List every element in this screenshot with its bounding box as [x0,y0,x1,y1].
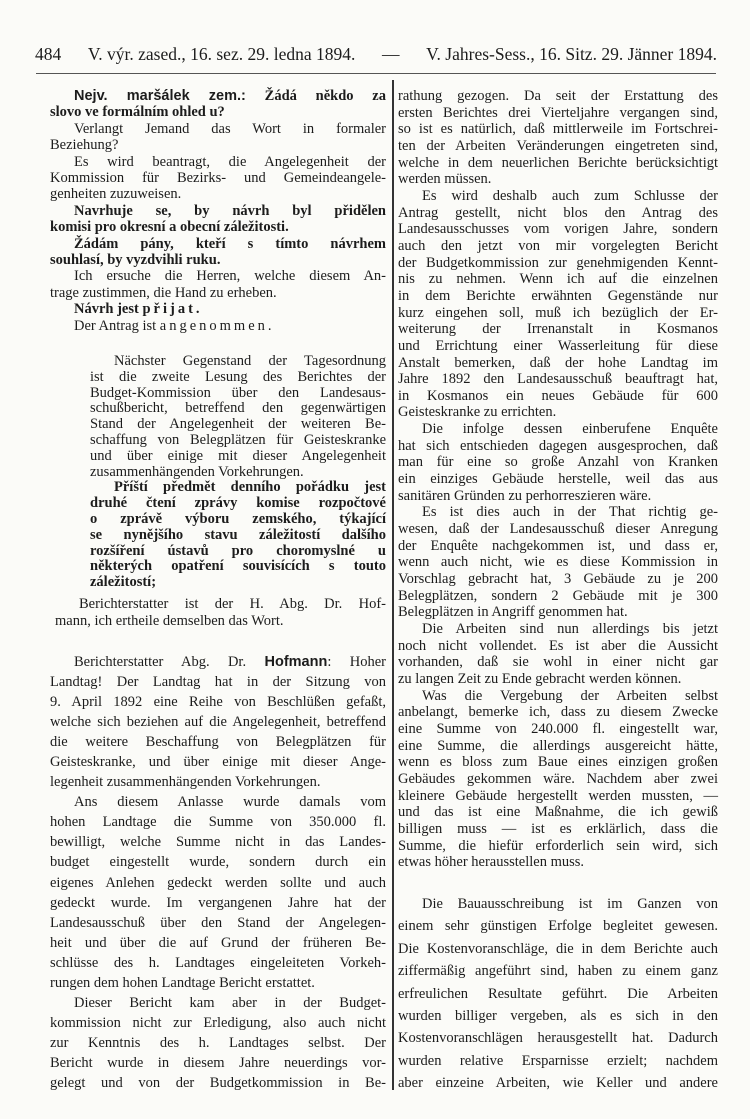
text-line: noch nicht vollendet. Es ist aber die Aussicht [398,637,718,654]
text-segment: Návrh jest [74,301,143,318]
text-line: se nynějšího stavu záležitostí dalšího [90,526,386,543]
text-line: Beziehung? [50,137,119,154]
text-line: rozšíření ústavů pro choromyslné u [90,542,386,559]
header-czech-session: V. výr. zased., 16. sez. 29. ledna 1894. [87,44,356,64]
text-segment: . [267,317,272,334]
text-line: und Errichtung einer Wasserleitung für diese [398,337,718,354]
paragraph [50,88,386,121]
text-line: man für eine so große Anzahl von Kranken [398,454,718,471]
page-header [35,44,717,65]
text-line: Geisteskranke zu errichten. [398,404,557,421]
page-number: 484 [35,44,62,64]
text-line: druhé čtení zprávy komise rozpočtové [90,495,386,512]
text-line: Es wird beantragt, die Angelegenheit der [74,153,386,170]
text-line: slovo ve formálním ohled u? [50,104,225,121]
text-line: Belegplätzen in Angriff genommen hat. [398,604,628,621]
text-line: Příští předmět denního pořádku jest [114,479,386,496]
text-line: etwas höher herausstellen muss. [398,854,585,871]
text-line: eine Summe, die allerdings ausgereicht hätte, [398,737,718,754]
paragraph [398,188,718,421]
text-line [50,318,386,334]
text-line: některých opatření souvisících s touto [90,558,386,575]
text-segment: Žádá někdo za [245,88,386,104]
text-line: wurden relative Ersparnisse erzielt; nachdem [398,1052,718,1069]
text-line: in Kosmanos ein neues Gebäude für 600 [398,387,718,404]
left-column-agenda [90,354,386,591]
text-line: auch den jetzt von mir vorgelegten Bericht [398,237,718,254]
text-line: erfreulichen Resultate geführt. Die Arbeiten [398,985,718,1002]
right-column-bottom [398,893,718,1095]
paragraph [50,318,386,334]
text-line: Kostenvoranschlägen herausgestellt hat. Dadurch [398,1030,718,1047]
text-line: hat sich entschieden dagegen ausgesprochen, daß [398,437,718,454]
text-line: Ich ersuche die Herren, welche diesem An- [74,268,386,285]
text-line: Gebäudes gekommen wäre. Nachdem aber zwei [398,770,718,787]
text-line: Nächster Gegenstand der Tagesordnung [114,353,386,369]
text-line: Die Arbeiten sind nun allerdings bis jetzt [422,621,718,637]
text-line: Landesausschuß über den Stand der Angelegen- [50,914,386,931]
paragraph [50,121,386,154]
text-line: und über einige mit dieser Angelegenheit [90,447,386,464]
text-line: zu langen Zeit zu Ende gebracht werden können. [398,670,682,687]
text-line: der Enquête nachgekommen ist, und dass er, [398,537,718,554]
text-line: weiterung der Irrenanstalt in Kosmanos [398,321,718,338]
text-line: Es ist dies auch in der That richtig ge- [422,504,718,521]
paragraph [50,268,386,301]
text-line: zur Kenntnis des h. Landtages selbst. Der [50,1034,386,1051]
text-line: welche in dem neuerlichen Berichte berücksichtigt [398,154,718,171]
paragraph [50,993,386,1093]
text-line: rathung gezogen. Da seit der Erstattung des [398,88,718,104]
emphasized-text: angenommen [159,317,268,334]
text-line: Es wird deshalb auch zum Schlusse der [422,187,718,204]
text-line: Die infolge dessen einberufene Enquête [422,421,718,438]
paragraph [50,203,386,236]
text-line: genheiten zuzuweisen. [50,186,182,203]
text-line: Anstalt bemerken, daß der hohe Landtag im [398,354,718,371]
text-line: Summe, die hiefür erforderlich sein wird, sich [398,837,718,854]
text-line: die weitere Beschaffung von Belegplätzen für [50,734,386,751]
text-line: einem sehr günstigen Erfolge begleitet gewesen. [398,918,718,935]
text-line: wenn es bloss zum Baue eines einzigen großen [398,754,718,771]
header-german-session: V. Jahres-Sess., 16. Sitz. 29. Jänner 1894. [426,44,717,64]
text-line: der Budgetkommission zur genehmigenden Kennt- [398,254,718,271]
header-rule [36,73,716,74]
text-line: o zprávě výboru zemského, týkající [90,510,386,527]
text-line: Was die Vergebung der Arbeiten selbst [422,687,718,704]
header-separator: — [382,44,400,64]
paragraph [50,236,386,269]
text-line: Žádám pány, kteří s tímto návrhem [74,235,386,252]
text-line: ziffermäßig angeführt sind, haben zu einem ganz [398,963,718,980]
text-line: hohen Landtage die Summe von 350.000 fl. [50,814,386,831]
text-line: heit und über die auf Grund der früheren Be- [50,934,386,951]
speaker-name: Nejv. maršálek zem.: [74,88,246,104]
text-line: wurden billiger vergeben, als es sich in den [398,1008,718,1025]
text-line: gelegt und von der Budgetkommission in Be- [50,1074,386,1091]
text-line: eigenes Anlehen gedeckt werden sollte und auch [50,874,386,891]
column-divider [392,80,394,1090]
text-line: Verlangt Jemand das Wort in formaler [74,120,386,137]
text-line: nis zu nehmen. Wenn ich auf die einzelnen [398,271,718,288]
paragraph [398,504,718,621]
paragraph [90,354,386,480]
paragraph [50,792,386,992]
text-line: Landtag! Der Landtag hat in der Sitzung von [50,674,386,691]
text-line: ist die zweite Lesung des Berichtes der [90,368,386,385]
paragraph [50,301,386,317]
text-line: welche sich beziehen auf die Angelegenheit, betreffend [50,714,386,731]
left-column-speech [50,652,386,1093]
text-line: Geisteskranke, und über einige mit dieser Ange- [50,754,386,771]
text-segment: : Hoher [327,654,387,670]
text-line: budget eingestellt wurde, sondern durch ein [50,854,386,871]
text-line: Die Kostenvoranschläge, die in dem Berichte auch [398,940,718,957]
text-line: zusammenhängenden Vorkehrungen. [90,463,304,480]
text-line: rungen dem hohen Landtage Bericht erstattet. [50,974,315,991]
text-line: Budget-Kommission über den Landesaus- [90,384,386,401]
text-line: schaffung von Belegplätzen für Geisteskranke [90,431,386,448]
text-line: anbelangt, bemerke ich, dass zu diesem Zwecke [398,704,718,721]
paragraph [55,596,386,630]
text-line: in dem Berichte erwähnten Gegenstände nur [398,287,718,304]
text-line: Berichterstatter ist der H. Abg. Dr. Hof- [79,596,386,612]
text-line: so ist es natürlich, daß mittlerweile im Fortschrei- [398,121,718,138]
paragraph [398,88,718,188]
paragraph [398,621,718,688]
text-line: Die Bauausschreibung ist im Ganzen von [422,896,718,912]
text-line: záležitostí; [90,574,157,591]
text-line: Bericht wurde in diesem Jahre neuerdings vor- [50,1054,386,1071]
text-line: aber einzeine Arbeiten, wie Keller und andere [398,1075,718,1092]
text-line: Antrag gestellt, nicht blos den Antrag des [398,204,718,221]
text-line: ersten Berichtes drei Vierteljahre vergangen sind, [398,104,718,121]
right-column-top [398,88,718,871]
text-line: kleinere Gebäude hergestellt werden mussten, — [398,787,718,804]
text-line: Landesausschusses vom vorigen Jahre, sondern [398,221,718,238]
text-line: Jahre 1892 den Landesausschuß beauftragt hat, [398,371,718,388]
text-line: kurz eingehen soll, muß ich bezüglich der Er- [398,304,718,321]
text-line: Vorschlag gebracht hat, 3 Gebäude zu je 200 [398,571,718,588]
speaker-name: Hofmann [264,654,328,670]
text-line: vorhanden, daß sie wohl in einer nicht gar [398,654,718,671]
left-column-top [50,88,386,334]
text-line: Navrhuje se, by návrh byl přidělen [74,202,386,219]
text-line: ein einziges Gebäude herstelle, weil das aus [398,471,718,488]
text-line [50,88,386,104]
text-line: bewilligt, welche Summe nicht in das Landes- [50,834,386,851]
text-line: kommission nicht zur Erledigung, also auch nicht [50,1014,386,1031]
text-line [50,652,386,672]
text-line: legenheit zusammenhängenden Vorkehrungen. [50,774,321,791]
paragraph [398,893,718,1095]
text-line: schußbericht, betreffend den gegenwärtigen [90,400,386,417]
text-line: wesen, daß der Landesausschuß dieser Anregung [398,521,718,538]
left-column-reporter-intro [55,596,386,630]
text-line: ten der Arbeiten Veränderungen eingetreten sind, [398,137,718,154]
text-line [50,301,386,317]
text-line: 9. April 1892 eine Reihe von Beschlüßen gefaßt, [50,694,386,711]
paragraph [398,688,718,871]
paragraph [90,480,386,591]
paragraph [398,421,718,504]
text-line: schlüsse des h. Landtages eingeleiteten Vorkeh- [50,954,386,971]
text-line: eine Summe von 240.000 fl. eingestellt war, [398,720,718,737]
text-segment: Der Antrag ist [74,317,160,334]
text-line: komisi pro okresní a obecní záležitosti. [50,219,289,236]
text-line: gedeckt wurde. Im vergangenen Jahre hat der [50,894,386,911]
emphasized-text: přijat [142,301,196,318]
text-line: Stand der Angelegenheit der weiteren Be- [90,416,386,433]
text-line: wenn auch nicht, wie es diese Kommission in [398,554,718,571]
text-line: Belegplätzen, sondern 2 Gebäude mit je 300 [398,587,718,604]
text-segment: . [195,301,200,318]
text-line: werden müssen. [398,171,492,188]
text-line: souhlasí, by vyzdvihli ruku. [50,252,221,269]
text-line: Kommission für Bezirks- und Gemeindeangele- [50,170,386,187]
paragraph [50,652,386,792]
paragraph [50,154,386,203]
text-line: sanitären Gründen zu perhorreszieren wäre. [398,487,652,504]
text-line: Ans diesem Anlasse wurde damals vom [74,794,386,811]
text-line: trage zustimmen, die Hand zu erheben. [50,284,277,301]
text-line: billigen muss — ist es erklärlich, dass die [398,820,718,837]
text-line: mann, ich ertheile demselben das Wort. [55,613,284,629]
text-line: Dieser Bericht kam aber in der Budget- [74,994,386,1011]
text-line: und das ist eine Maßnahme, die ich gewiß [398,804,718,821]
text-segment: Berichterstatter Abg. Dr. [74,654,265,670]
